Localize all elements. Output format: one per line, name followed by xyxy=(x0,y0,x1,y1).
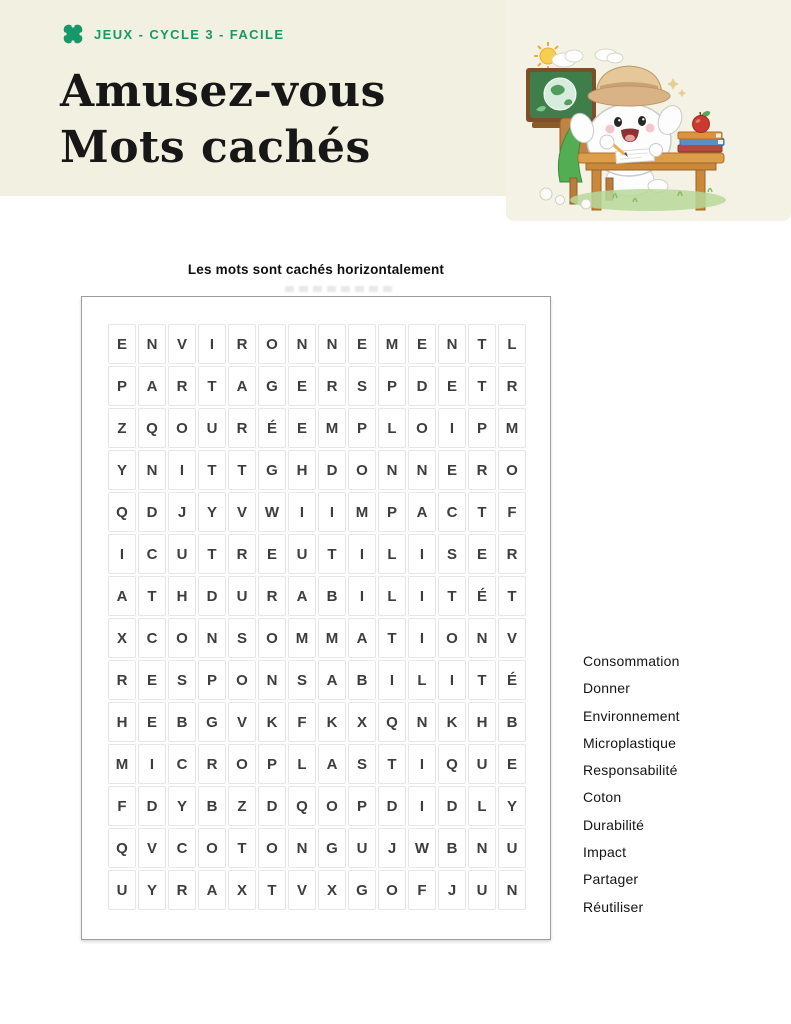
word-list-item: Responsabilité xyxy=(583,762,678,779)
grid-cell: É xyxy=(498,660,526,700)
grid-cell: O xyxy=(168,618,196,658)
grid-cell: R xyxy=(258,576,286,616)
grid-cell: U xyxy=(198,408,226,448)
word-list-item: Microplastique xyxy=(583,734,677,751)
grid-cell: S xyxy=(228,618,256,658)
grid-cell: A xyxy=(318,744,346,784)
grid-cell: S xyxy=(438,534,466,574)
grid-cell: P xyxy=(378,492,406,532)
grid-cell: B xyxy=(168,702,196,742)
grid-cell: T xyxy=(468,492,496,532)
grid-cell: D xyxy=(438,786,466,826)
grid-cell: P xyxy=(348,408,376,448)
grid-cell: H xyxy=(168,576,196,616)
grid-cell: L xyxy=(288,744,316,784)
grid-cell: T xyxy=(198,534,226,574)
grid-cell: É xyxy=(258,408,286,448)
grid-cell: Y xyxy=(108,450,136,490)
grid-cell: O xyxy=(408,408,436,448)
breadcrumb-label: JEUX - CYCLE 3 - FACILE xyxy=(94,26,285,42)
grid-cell: N xyxy=(378,450,406,490)
grid-cell: J xyxy=(378,828,406,868)
grid-cell: N xyxy=(468,828,496,868)
word-list-item: Partager xyxy=(583,871,639,888)
grid-cell: D xyxy=(138,786,166,826)
grid-cell: N xyxy=(318,324,346,364)
grid-cell: Y xyxy=(198,492,226,532)
grid-cell: Q xyxy=(378,702,406,742)
grid-cell: N xyxy=(138,450,166,490)
grid-cell: V xyxy=(138,828,166,868)
grid-cell: M xyxy=(348,492,376,532)
grid-cell: Y xyxy=(498,786,526,826)
grid-cell: B xyxy=(348,660,376,700)
grid-cell: I xyxy=(408,744,436,784)
grid-cell: U xyxy=(288,534,316,574)
grid-cell: U xyxy=(498,828,526,868)
grid-cell: A xyxy=(408,492,436,532)
grid-cell: E xyxy=(348,324,376,364)
grid-cell: E xyxy=(138,702,166,742)
grid-cell: A xyxy=(198,870,226,910)
grid-cell: I xyxy=(438,660,466,700)
grid-cell: A xyxy=(288,576,316,616)
grid-cell: E xyxy=(438,450,466,490)
grid-cell: O xyxy=(348,450,376,490)
grid-cell: U xyxy=(348,828,376,868)
grid-cell: T xyxy=(468,366,496,406)
grid-cell: T xyxy=(198,450,226,490)
grid-cell: S xyxy=(168,660,196,700)
grid-cell: E xyxy=(258,534,286,574)
grid-cell: E xyxy=(468,534,496,574)
grid-cell: P xyxy=(198,660,226,700)
grid-cell: R xyxy=(468,450,496,490)
grid-cell: T xyxy=(378,618,406,658)
grid-cell: T xyxy=(228,450,256,490)
grid-cell: J xyxy=(168,492,196,532)
page-title-line1: Amusez-vous xyxy=(60,66,386,117)
grid-cell: E xyxy=(408,324,436,364)
grid-cell: T xyxy=(318,534,346,574)
grid-cell: V xyxy=(498,618,526,658)
grid-cell: B xyxy=(198,786,226,826)
grid-cell: R xyxy=(198,744,226,784)
grid-cell: N xyxy=(438,324,466,364)
grid-cell: L xyxy=(408,660,436,700)
grid-cell: F xyxy=(108,786,136,826)
grid-cell: B xyxy=(318,576,346,616)
grid-cell: R xyxy=(168,870,196,910)
grid-cell: R xyxy=(498,366,526,406)
bucket-hat xyxy=(588,66,670,106)
grid-cell: X xyxy=(318,870,346,910)
grid-cell: I xyxy=(408,618,436,658)
grid-cell: O xyxy=(258,618,286,658)
grid-cell: I xyxy=(198,324,226,364)
grid-cell: Q xyxy=(108,492,136,532)
word-list-item: Consommation xyxy=(583,653,680,669)
grid-cell: F xyxy=(408,870,436,910)
grid-cell: E xyxy=(108,324,136,364)
grid-cell: E xyxy=(498,744,526,784)
grid-cell: I xyxy=(408,576,436,616)
grid-cell: R xyxy=(498,534,526,574)
grid-cell: Y xyxy=(138,870,166,910)
grid-cell: D xyxy=(258,786,286,826)
grid-cell: I xyxy=(408,786,436,826)
breadcrumb xyxy=(62,23,284,45)
grid-cell: M xyxy=(498,408,526,448)
grid-cell: Y xyxy=(168,786,196,826)
grid-cell: P xyxy=(378,366,406,406)
grid-cell: V xyxy=(228,702,256,742)
grid-cell: O xyxy=(318,786,346,826)
grid-cell: R xyxy=(228,324,256,364)
clover-icon xyxy=(62,23,84,45)
grid-cell: M xyxy=(288,618,316,658)
apple-icon xyxy=(693,110,712,133)
word-list-item: Durabilité xyxy=(583,816,645,833)
book-stack xyxy=(678,132,724,152)
grid-cell: R xyxy=(168,366,196,406)
grid-cell: O xyxy=(258,324,286,364)
grid-cell: F xyxy=(498,492,526,532)
grid-cell: U xyxy=(468,870,496,910)
grid-cell: F xyxy=(288,702,316,742)
grid-cell: R xyxy=(228,534,256,574)
word-list-item: Impact xyxy=(583,844,627,861)
grid-cell: D xyxy=(408,366,436,406)
grid-cell: T xyxy=(138,576,166,616)
grid-cell: A xyxy=(138,366,166,406)
grid-cell: W xyxy=(408,828,436,868)
grid-cell: G xyxy=(348,870,376,910)
grid-cell: R xyxy=(108,660,136,700)
grid-cell: B xyxy=(438,828,466,868)
grid-cell: D xyxy=(318,450,346,490)
grid-cell: K xyxy=(438,702,466,742)
page-title xyxy=(60,64,386,177)
grid-cell: I xyxy=(108,534,136,574)
grid-cell: A xyxy=(228,366,256,406)
grid-cell: J xyxy=(438,870,466,910)
grid-cell: I xyxy=(318,492,346,532)
grid-cell: I xyxy=(138,744,166,784)
grid-cell: P xyxy=(108,366,136,406)
grid-cell: I xyxy=(168,450,196,490)
grid-cell: V xyxy=(228,492,256,532)
grid-cell: T xyxy=(468,660,496,700)
grid-cell: U xyxy=(468,744,496,784)
grid-cell: N xyxy=(138,324,166,364)
grid-cell: P xyxy=(258,744,286,784)
wordsearch-frame xyxy=(81,296,551,940)
grid-cell: G xyxy=(258,450,286,490)
grid-cell: T xyxy=(498,576,526,616)
grid-cell: L xyxy=(378,534,406,574)
faded-text-artifact xyxy=(285,286,397,292)
cloud-icons xyxy=(552,49,623,67)
word-list-item: Coton xyxy=(583,789,622,806)
grid-cell: U xyxy=(228,576,256,616)
grid-cell: Q xyxy=(108,828,136,868)
grid-cell: C xyxy=(438,492,466,532)
grid-cell: I xyxy=(348,576,376,616)
grid-cell: P xyxy=(468,408,496,448)
grid-cell: C xyxy=(168,828,196,868)
mascot-illustration xyxy=(508,30,768,220)
grid-cell: H xyxy=(468,702,496,742)
page-title-line2: Mots cachés xyxy=(60,122,371,174)
grid-cell: O xyxy=(168,408,196,448)
grid-cell: N xyxy=(408,450,436,490)
grid-cell: L xyxy=(378,408,406,448)
grid-cell: X xyxy=(228,870,256,910)
word-list-item: Réutiliser xyxy=(583,898,644,915)
grid-cell: I xyxy=(378,660,406,700)
grid-cell: T xyxy=(198,366,226,406)
grid-cell: T xyxy=(378,744,406,784)
grid-cell: B xyxy=(498,702,526,742)
grid-cell: L xyxy=(468,786,496,826)
grid-cell: X xyxy=(348,702,376,742)
word-list xyxy=(583,652,680,925)
grid-cell: W xyxy=(258,492,286,532)
grid-cell: U xyxy=(168,534,196,574)
grid-cell: D xyxy=(378,786,406,826)
word-list-item: Donner xyxy=(583,680,631,697)
grid-cell: N xyxy=(258,660,286,700)
grid-cell: T xyxy=(228,828,256,868)
grid-cell: C xyxy=(138,534,166,574)
grid-cell: S xyxy=(348,744,376,784)
grid-cell: E xyxy=(288,408,316,448)
grid-cell: V xyxy=(168,324,196,364)
grid-cell: Q xyxy=(288,786,316,826)
grid-cell: I xyxy=(288,492,316,532)
grid-cell: Q xyxy=(438,744,466,784)
letter-grid xyxy=(108,324,526,910)
grid-cell: M xyxy=(318,618,346,658)
grid-cell: A xyxy=(108,576,136,616)
grid-cell: K xyxy=(318,702,346,742)
grid-cell: M xyxy=(318,408,346,448)
grid-cell: Q xyxy=(138,408,166,448)
grid-cell: S xyxy=(348,366,376,406)
grid-cell: H xyxy=(108,702,136,742)
grid-cell: A xyxy=(318,660,346,700)
grid-cell: L xyxy=(498,324,526,364)
grid-cell: O xyxy=(438,618,466,658)
grid-cell: X xyxy=(108,618,136,658)
grid-cell: O xyxy=(228,660,256,700)
grid-cell: C xyxy=(168,744,196,784)
grid-cell: T xyxy=(468,324,496,364)
grid-cell: E xyxy=(288,366,316,406)
grid-cell: L xyxy=(378,576,406,616)
grid-cell: N xyxy=(288,324,316,364)
grid-cell: M xyxy=(108,744,136,784)
grid-cell: G xyxy=(258,366,286,406)
grid-cell: D xyxy=(198,576,226,616)
grid-cell: A xyxy=(348,618,376,658)
grid-cell: T xyxy=(438,576,466,616)
grid-cell: N xyxy=(288,828,316,868)
grid-cell: I xyxy=(438,408,466,448)
puzzle-instruction: Les mots sont cachés horizontalement xyxy=(187,262,445,277)
grid-cell: C xyxy=(138,618,166,658)
grid-cell: O xyxy=(198,828,226,868)
grid-cell: O xyxy=(498,450,526,490)
grid-cell: E xyxy=(438,366,466,406)
grid-cell: I xyxy=(408,534,436,574)
grid-cell: G xyxy=(198,702,226,742)
grid-cell: I xyxy=(348,534,376,574)
grid-cell: O xyxy=(228,744,256,784)
grid-cell: N xyxy=(198,618,226,658)
grid-cell: É xyxy=(468,576,496,616)
grid-cell: Z xyxy=(108,408,136,448)
grid-cell: G xyxy=(318,828,346,868)
grid-cell: S xyxy=(288,660,316,700)
grid-cell: O xyxy=(258,828,286,868)
grid-cell: P xyxy=(348,786,376,826)
grid-cell: E xyxy=(138,660,166,700)
grid-cell: R xyxy=(318,366,346,406)
grid-cell: D xyxy=(138,492,166,532)
grid-cell: N xyxy=(408,702,436,742)
grid-cell: K xyxy=(258,702,286,742)
grid-cell: M xyxy=(378,324,406,364)
grid-cell: Z xyxy=(228,786,256,826)
grid-cell: H xyxy=(288,450,316,490)
grid-cell: V xyxy=(288,870,316,910)
grid-cell: N xyxy=(498,870,526,910)
grid-cell: O xyxy=(378,870,406,910)
grid-cell: U xyxy=(108,870,136,910)
grid-cell: N xyxy=(468,618,496,658)
word-list-item: Environnement xyxy=(583,707,680,724)
grid-cell: R xyxy=(228,408,256,448)
grid-cell: T xyxy=(258,870,286,910)
